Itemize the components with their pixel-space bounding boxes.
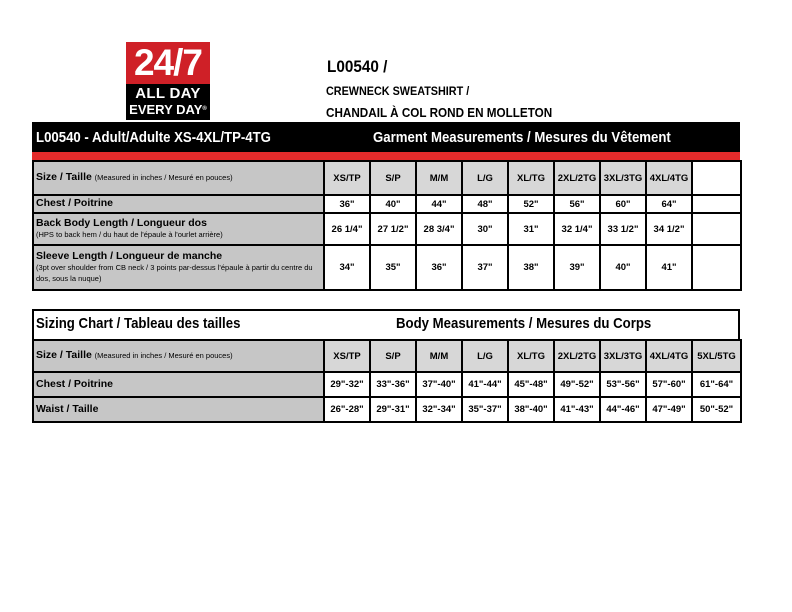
measure-label-cell (33, 213, 324, 245)
brand-logo (126, 42, 210, 120)
measure-value-cell: 45"-48" (508, 372, 554, 397)
size-row (33, 161, 741, 195)
table-row (33, 245, 741, 290)
measure-value-cell: 50"-52" (692, 397, 741, 422)
measure-value-cell: 41"-43" (554, 397, 600, 422)
body-header-left: Sizing Chart / Tableau des tailles (36, 315, 241, 332)
body-measurements-table (32, 339, 742, 423)
measure-label-cell (33, 397, 324, 422)
measure-value-cell: 57"-60" (646, 372, 692, 397)
garment-header (32, 122, 740, 152)
row-label: Sleeve Length / Longueur de manche (36, 249, 223, 262)
table-row (33, 213, 741, 245)
empty-cell (692, 245, 741, 290)
size-header-cell: 3XL/3TG (600, 340, 646, 372)
measure-value-cell: 39" (554, 245, 600, 290)
measure-value-cell: 31" (508, 213, 554, 245)
body-header (32, 309, 740, 341)
logo-line2-text: EVERY DAY (129, 102, 203, 117)
measure-value-cell: 34 1/2" (646, 213, 692, 245)
size-header-cell: XL/TG (508, 340, 554, 372)
measure-value-cell: 37"-40" (416, 372, 462, 397)
size-label-cell (33, 161, 324, 195)
measure-value-cell: 47"-49" (646, 397, 692, 422)
empty-cell (692, 213, 741, 245)
size-header-cell: XS/TP (324, 161, 370, 195)
garment-header-right: Garment Measurements / Mesures du Vêtement (373, 129, 671, 146)
row-note: (Measured in inches / Mesuré en pouces) (94, 173, 233, 183)
measure-value-cell: 53"-56" (600, 372, 646, 397)
measure-value-cell: 60" (600, 195, 646, 213)
measure-value-cell: 36" (416, 245, 462, 290)
measure-value-cell: 56" (554, 195, 600, 213)
product-code: L00540 / (327, 57, 388, 76)
size-row (33, 340, 741, 372)
table-row (33, 397, 741, 422)
measure-value-cell: 38" (508, 245, 554, 290)
row-label: Size / Taille (36, 349, 92, 362)
size-header-cell: S/P (370, 161, 416, 195)
size-label-cell (33, 340, 324, 372)
measure-value-cell: 35" (370, 245, 416, 290)
size-header-cell: L/G (462, 340, 508, 372)
measure-value-cell: 40" (600, 245, 646, 290)
size-header-cell: 2XL/2TG (554, 161, 600, 195)
row-note: (3pt over shoulder from CB neck / 3 points par-dessus l'épaule à partir du centre du dos, sous la nuque) (36, 263, 313, 284)
row-label: Back Body Length / Longueur dos (36, 216, 207, 229)
table-row (33, 372, 741, 397)
size-header-cell: S/P (370, 340, 416, 372)
measure-value-cell: 37" (462, 245, 508, 290)
size-header-cell: 2XL/2TG (554, 340, 600, 372)
measure-value-cell: 27 1/2" (370, 213, 416, 245)
size-header-cell: M/M (416, 340, 462, 372)
measure-value-cell: 49"-52" (554, 372, 600, 397)
measure-value-cell: 35"-37" (462, 397, 508, 422)
size-header-cell: XL/TG (508, 161, 554, 195)
measure-label-cell (33, 195, 324, 213)
measure-value-cell: 33"-36" (370, 372, 416, 397)
logo-tagline (126, 84, 210, 120)
empty-cell (692, 195, 741, 213)
size-header-cell: 4XL/4TG (646, 161, 692, 195)
size-header-cell: 3XL/3TG (600, 161, 646, 195)
size-header-cell: 5XL/5TG (692, 340, 741, 372)
measure-value-cell: 28 3/4" (416, 213, 462, 245)
measure-value-cell: 26 1/4" (324, 213, 370, 245)
garment-header-left: L00540 - Adult/Adulte XS-4XL/TP-4TG (36, 129, 271, 146)
garment-measurements-table (32, 160, 742, 291)
measure-value-cell: 29"-32" (324, 372, 370, 397)
body-header-right: Body Measurements / Mesures du Corps (396, 315, 652, 332)
product-name-en: CREWNECK SWEATSHIRT / (326, 84, 470, 98)
logo-line2 (126, 102, 210, 117)
red-divider-bar (32, 152, 740, 160)
measure-value-cell: 44" (416, 195, 462, 213)
logo-line1: ALL DAY (135, 85, 201, 102)
measure-value-cell: 44"-46" (600, 397, 646, 422)
row-note: (HPS to back hem / du haut de l'épaule à l'ourlet arrière) (36, 230, 223, 240)
measure-value-cell: 41" (646, 245, 692, 290)
measure-value-cell: 34" (324, 245, 370, 290)
measure-value-cell: 64" (646, 195, 692, 213)
size-header-cell: L/G (462, 161, 508, 195)
product-name-fr: CHANDAIL À COL ROND EN MOLLETON (326, 105, 553, 120)
measure-value-cell: 61"-64" (692, 372, 741, 397)
measure-value-cell: 48" (462, 195, 508, 213)
measure-value-cell: 41"-44" (462, 372, 508, 397)
row-label: Chest / Poitrine (36, 377, 114, 390)
row-label: Chest / Poitrine (36, 197, 114, 210)
row-label: Size / Taille (36, 171, 92, 184)
measure-value-cell: 30" (462, 213, 508, 245)
row-note: (Measured in inches / Mesuré en pouces) (94, 351, 233, 361)
measure-value-cell: 33 1/2" (600, 213, 646, 245)
size-header-cell: 4XL/4TG (646, 340, 692, 372)
measure-value-cell: 38"-40" (508, 397, 554, 422)
measure-value-cell: 32"-34" (416, 397, 462, 422)
size-header-cell: M/M (416, 161, 462, 195)
measure-label-cell (33, 245, 324, 290)
measure-value-cell: 26"-28" (324, 397, 370, 422)
size-header-cell: XS/TP (324, 340, 370, 372)
measure-label-cell (33, 372, 324, 397)
measure-value-cell: 29"-31" (370, 397, 416, 422)
logo-reg-mark: ® (202, 106, 207, 112)
measure-value-cell: 32 1/4" (554, 213, 600, 245)
measure-value-cell: 36" (324, 195, 370, 213)
measure-value-cell: 40" (370, 195, 416, 213)
measure-value-cell: 52" (508, 195, 554, 213)
table-row (33, 195, 741, 213)
empty-cell (692, 161, 741, 195)
row-label: Waist / Taille (36, 402, 99, 415)
logo-247: 24/7 (126, 42, 210, 84)
